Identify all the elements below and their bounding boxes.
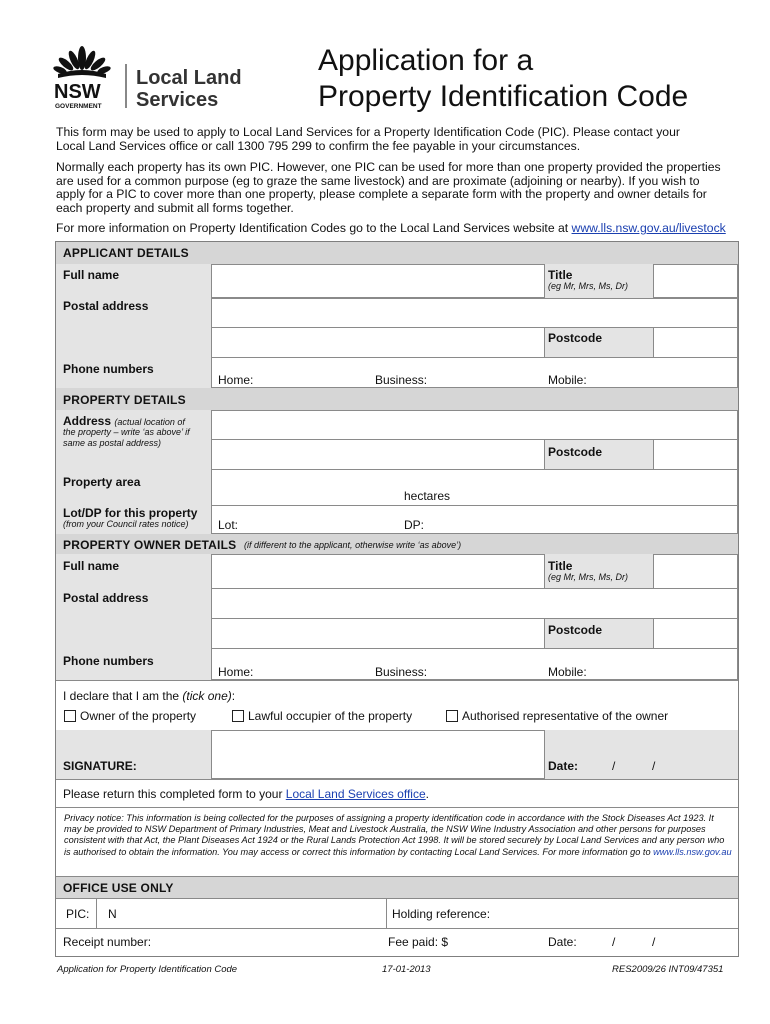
representative-option-label: Authorised representative of the owner: [462, 709, 669, 723]
property-address-hint-line2: the property – write ‘as above’ if: [63, 427, 190, 437]
declaration-tick-hint: (tick one): [182, 689, 232, 703]
livestock-website-link[interactable]: www.lls.nsw.gov.au/livestock: [571, 221, 726, 235]
property-lot-label: Lot:: [218, 518, 239, 532]
signature-date-slash-2: /: [652, 759, 656, 773]
owner-title-hint: (eg Mr, Mrs, Ms, Dr): [548, 572, 628, 582]
applicant-heading: APPLICANT DETAILS: [63, 246, 189, 260]
office-date-slash-1: /: [612, 935, 616, 949]
owner-full-name-label: Full name: [63, 559, 120, 573]
intro-paragraph-2: [56, 161, 740, 215]
owner-mobile-phone-label: Mobile:: [548, 665, 587, 679]
owner-postal-label: Postal address: [63, 591, 149, 605]
return-instruction: [63, 787, 429, 801]
footer-form-name: Application for Property Identification Code: [57, 964, 238, 975]
property-area-field[interactable]: [211, 469, 738, 506]
owner-heading-hint: (if different to the applicant, otherwise write ‘as above’): [244, 540, 462, 550]
property-lotdp-label: Lot/DP for this property: [63, 506, 198, 520]
footer-reference: RES2009/26 INT09/47351: [612, 964, 724, 975]
intro-paragraph-3: [56, 222, 740, 236]
owner-postcode-label: Postcode: [548, 623, 603, 637]
office-pic-prefix[interactable]: N: [108, 907, 117, 921]
owner-business-phone-label: Business:: [375, 665, 428, 679]
date-area: [653, 730, 738, 779]
office-receipt-label[interactable]: Receipt number:: [63, 935, 152, 949]
logo-state: NSW: [54, 81, 101, 103]
property-postcode-field[interactable]: [653, 439, 738, 470]
applicant-business-phone-label: Business:: [375, 373, 428, 387]
applicant-title-hint: (eg Mr, Mrs, Ms, Dr): [548, 281, 628, 291]
owner-heading: PROPERTY OWNER DETAILS: [63, 538, 237, 552]
intro-paragraph-1: [56, 126, 740, 153]
lls-office-link[interactable]: Local Land Services office: [285, 787, 426, 801]
declaration-text: [63, 689, 235, 703]
application-form: [55, 241, 739, 957]
lls-website-link[interactable]: www.lls.nsw.gov.au: [653, 846, 732, 857]
property-lotdp-hint: (from your Council rates notice): [63, 519, 189, 529]
applicant-phone-field[interactable]: [211, 357, 738, 388]
signature-date-label: Date:: [548, 759, 579, 773]
privacy-notice: [64, 813, 732, 858]
signature-date-slash-1: /: [612, 759, 616, 773]
applicant-postal-line1-field[interactable]: [211, 298, 738, 328]
applicant-home-phone-label: Home:: [218, 373, 254, 387]
intro-line: This form may be used to apply to Local Land Services for a Property Identification Code (PIC). Please contact your: [56, 125, 680, 139]
property-lotdp-field[interactable]: [211, 505, 738, 534]
return-text: Please return this completed form to your: [63, 787, 286, 801]
applicant-postal-line2-field[interactable]: [211, 327, 545, 358]
representative-checkbox[interactable]: [446, 710, 458, 722]
office-holding-label[interactable]: Holding reference:: [392, 907, 491, 921]
signature-label: SIGNATURE:: [63, 759, 137, 773]
footer-date: 17-01-2013: [382, 964, 431, 975]
waratah-icon: [52, 46, 111, 78]
owner-full-name-field[interactable]: [211, 554, 545, 589]
owner-postcode-field[interactable]: [653, 618, 738, 649]
applicant-postcode-field[interactable]: [653, 327, 738, 358]
property-address-hint: (actual location of: [114, 417, 185, 427]
page-title-line2: Property Identification Code: [318, 80, 689, 113]
property-address-line2-field[interactable]: [211, 439, 545, 470]
owner-postal-line2-field[interactable]: [211, 618, 545, 649]
property-address-hint-line3: same as postal address): [63, 438, 162, 448]
applicant-title-field[interactable]: [653, 264, 738, 298]
declaration-prefix: I declare that I am the: [63, 689, 183, 703]
office-heading: OFFICE USE ONLY: [63, 881, 174, 895]
owner-postal-line1-field[interactable]: [211, 588, 738, 619]
logo-government: GOVERNMENT: [55, 103, 102, 110]
owner-phone-label: Phone numbers: [63, 654, 154, 668]
owner-title-label: Title: [548, 559, 573, 573]
applicant-postal-label: Postal address: [63, 299, 149, 313]
office-pic-label: PIC:: [66, 907, 90, 921]
office-date-label[interactable]: Date:: [548, 935, 577, 949]
applicant-postcode-label: Postcode: [548, 331, 603, 345]
owner-home-phone-label: Home:: [218, 665, 254, 679]
return-end: .: [425, 787, 429, 801]
property-area-unit: hectares: [404, 489, 451, 503]
occupier-option-label: Lawful occupier of the property: [248, 709, 413, 723]
logo-org-line2: Services: [136, 89, 219, 111]
property-address-line1-field[interactable]: [211, 410, 738, 440]
owner-title-field[interactable]: [653, 554, 738, 589]
applicant-title-label: Title: [548, 268, 573, 282]
signature-field[interactable]: [211, 730, 545, 779]
owner-checkbox[interactable]: [64, 710, 76, 722]
applicant-phone-label: Phone numbers: [63, 362, 154, 376]
applicant-mobile-phone-label: Mobile:: [548, 373, 587, 387]
owner-option-label: Owner of the property: [80, 709, 197, 723]
office-fee-label[interactable]: Fee paid: $: [388, 935, 449, 949]
property-area-label: Property area: [63, 475, 141, 489]
privacy-text: Privacy notice: This information is being collected for the purposes of assigning a property identification code in accordance with the Stock Diseases Act 1923. It may be provided to NSW Department of Primary Industries, Meat and Livestock Australia, the NSW Wine Industry Association and other persons for purposes consistent with that Act, the Plant Diseases Act 1924 or the Rural Lands Protection Act 1998. It will be stored securely by Local Land Services and any person who is authorised to obtain the information. You may access or correct this information by contacting Local Land Services. For more information go to: [64, 813, 725, 857]
intro-line: each property and submit all forms together.: [56, 200, 294, 215]
applicant-full-name-label: Full name: [63, 268, 120, 282]
intro-more-info-text: For more information on Property Identification Codes go to the Local Land Services website at: [56, 221, 572, 235]
intro-line: Normally each property has its own PIC. However, one PIC can be used for more than one property provided the properties: [56, 160, 721, 174]
property-heading: PROPERTY DETAILS: [63, 393, 186, 407]
intro-line: apply for a PIC to cover more than one property, please complete a separate form with the property and owner details for: [56, 187, 707, 202]
property-address-label-text: Address: [63, 414, 112, 428]
property-address-label: [63, 414, 185, 428]
property-dp-label: DP:: [404, 518, 425, 532]
logo-org-line1: Local Land: [136, 67, 242, 89]
occupier-checkbox[interactable]: [232, 710, 244, 722]
nsw-local-land-services-logo: [52, 36, 292, 112]
page-title-line1: Application for a: [318, 44, 534, 77]
property-postcode-label: Postcode: [548, 445, 603, 459]
declaration-suffix: :: [231, 689, 236, 703]
intro-line: Local Land Services office or call 1300 795 299 to confirm the fee payable in your circumstances.: [56, 138, 581, 153]
owner-phone-field[interactable]: [211, 648, 738, 680]
office-date-slash-2: /: [652, 935, 656, 949]
intro-line: are used for a common purpose (eg to graze the same livestock) and are proximate (adjoining or nearby). If you wish to: [56, 173, 700, 188]
applicant-full-name-field[interactable]: [211, 264, 545, 298]
